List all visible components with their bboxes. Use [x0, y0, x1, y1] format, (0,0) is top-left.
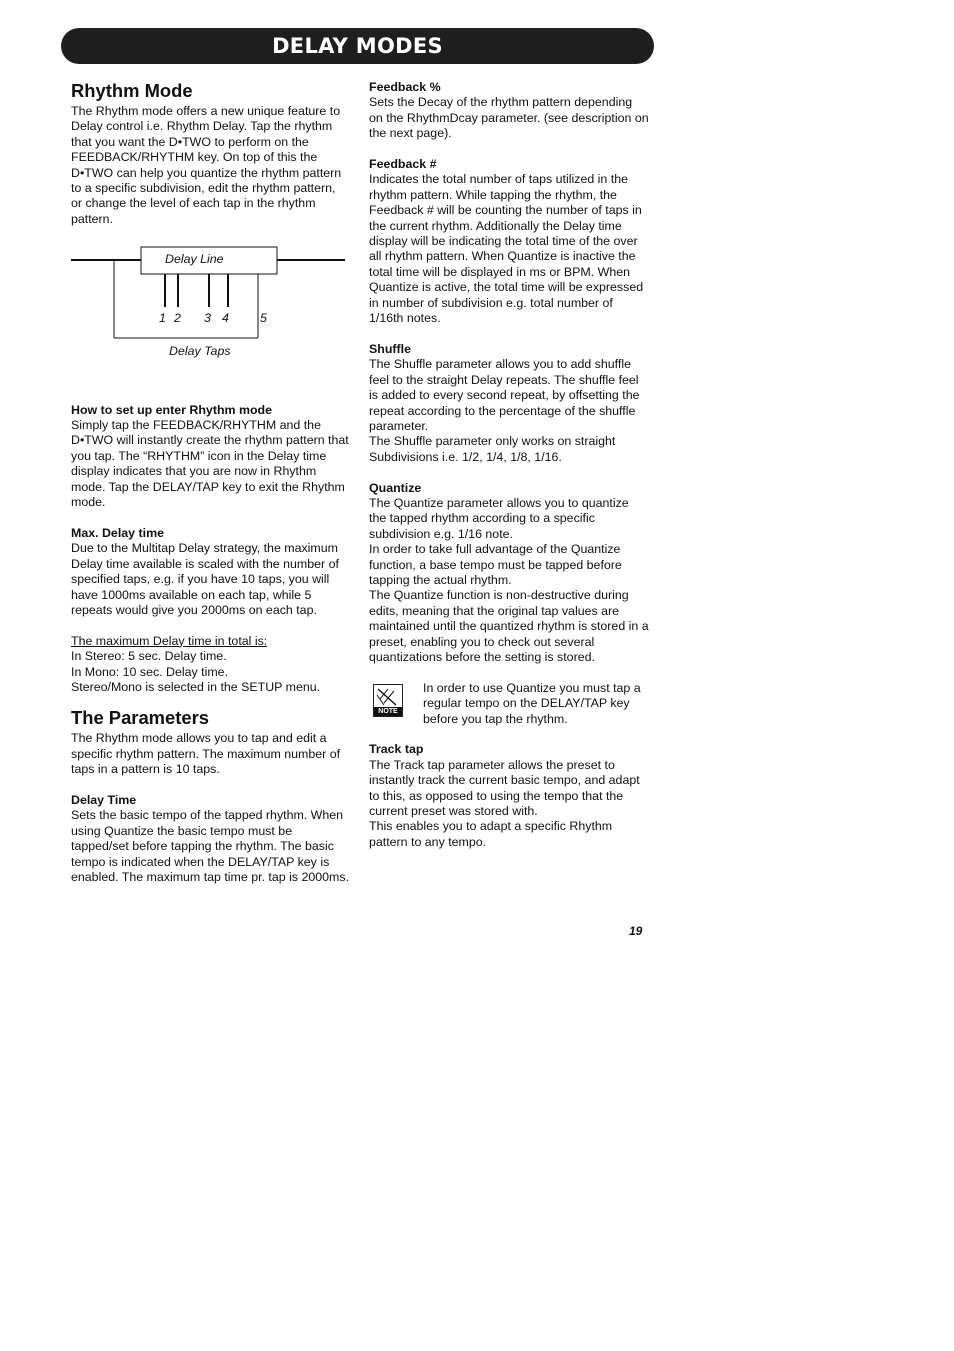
feedback-percent-text: Sets the Decay of the rhythm pattern depending on the RhythmDcay parameter. (see description on the next page). — [369, 95, 649, 141]
header-banner — [61, 28, 654, 64]
rhythm-mode-intro: The Rhythm mode offers a new unique feature to Delay control i.e. Rhythm Delay. Tap the rhythm that you want the D•TWO to perform on the FEEDBACK/RHYTHM key. On top of this the D•TWO can help you quantize the rhythm pattern to a specific subdivision, edit the rhythm pattern, or change the level of each tap in the rhythm pattern. — [71, 104, 342, 226]
spacer — [71, 618, 349, 633]
pencil-icon — [374, 685, 402, 709]
track-tap-heading: Track tap — [369, 742, 424, 757]
spacer — [71, 778, 349, 793]
delay-line-label: Delay Line — [165, 252, 224, 267]
spacer — [71, 387, 349, 402]
right-column — [369, 80, 649, 850]
feedback-number-heading: Feedback # — [369, 157, 437, 172]
spacer — [71, 510, 349, 525]
setup-heading: How to set up enter Rhythm mode — [71, 402, 273, 417]
delay-time-heading: Delay Time — [71, 792, 137, 807]
parameters-heading: The Parameters — [71, 707, 210, 729]
spacer — [369, 665, 649, 680]
note-box — [369, 681, 649, 727]
shuffle-text-2: The Shuffle parameter only works on straight Subdivisions i.e. 1/2, 1/4, 1/8, 1/16. — [369, 434, 616, 464]
setup-menu-line: Stereo/Mono is selected in the SETUP menu. — [71, 679, 321, 694]
shuffle-heading: Shuffle — [369, 341, 411, 356]
setup-text: Simply tap the FEEDBACK/RHYTHM and the D•TWO will instantly create the rhythm pattern that you tap. The “RHYTHM” icon in the Delay time display indicates that you are now in Rhythm mode. Tap the DELAY/TAP key to exit the Rhythm mode. — [71, 418, 349, 510]
track-tap-text-2: This enables you to adapt a specific Rhythm pattern to any tempo. — [369, 819, 613, 849]
tap-number-1: 1 — [159, 311, 166, 326]
quantize-text-2: In order to take full advantage of the Quantize function, a base tempo must be tapped before tapping the actual rhythm. — [369, 542, 622, 587]
delay-taps-diagram — [71, 227, 349, 387]
spacer — [369, 326, 649, 341]
tap-number-4: 4 — [222, 311, 229, 326]
quantize-text-3: The Quantize function is non-destructive during edits, meaning that the original tap values are maintained until the quantized rhythm is stored in a preset, enabling you to check out several quantizations before the setting is stored. — [369, 588, 649, 664]
feedback-number-text: Indicates the total number of taps utilized in the rhythm pattern. While tapping the rhythm, the Feedback # will be counting the number of taps in the current rhythm. Additionally the Delay time display will be indicating the total time of the over all rhythm pattern. When Quantize is inactive the total time will be displayed in ms or BPM. When Quantize is active, the total time will be expressed in number of subdivision e.g. total number of 1/16th notes. — [369, 172, 644, 326]
note-label: NOTE — [374, 707, 402, 716]
shuffle-text-1: The Shuffle parameter allows you to add shuffle feel to the straight Delay repeats. The shuffle feel is added to every second repeat, by offsetting the repeat according to the percentage of the shuffle parameter. — [369, 357, 640, 433]
max-delay-heading: Max. Delay time — [71, 525, 164, 540]
rhythm-mode-heading: Rhythm Mode — [71, 80, 193, 101]
tap-number-2: 2 — [174, 311, 181, 326]
delay-diagram-lines — [71, 227, 349, 387]
spacer — [369, 142, 649, 157]
page-title: DELAY MODES — [272, 34, 443, 58]
mono-line: In Mono: 10 sec. Delay time. — [71, 664, 229, 679]
spacer — [369, 465, 649, 480]
page-number: 19 — [629, 924, 643, 938]
spacer — [71, 695, 349, 707]
tap-number-5: 5 — [260, 311, 267, 326]
feedback-percent-heading: Feedback % — [369, 80, 441, 94]
delay-time-text: Sets the basic tempo of the tapped rhythm. When using Quantize the basic tempo must be tapped/set before tapping the rhythm. The basic tempo is indicated when the DELAY/TAP key is enabled. The maximum tap time pr. tap is 2000ms. — [71, 808, 350, 884]
stereo-line: In Stereo: 5 sec. Delay time. — [71, 649, 227, 664]
tap-number-3: 3 — [204, 311, 211, 326]
quantize-heading: Quantize — [369, 480, 422, 495]
delay-taps-label: Delay Taps — [169, 344, 231, 359]
track-tap-text-1: The Track tap parameter allows the preset to instantly track the current basic tempo, and adapt to this, as opposed to using the tempo that the current preset was stored with. — [369, 757, 640, 819]
parameters-intro: The Rhythm mode allows you to tap and edit a specific rhythm pattern. The maximum number of taps in a pattern is 10 taps. — [71, 731, 341, 777]
spacer — [369, 727, 649, 742]
max-delay-text: Due to the Multitap Delay strategy, the maximum Delay time available is scaled with the number of specified taps, e.g. if you have 10 taps, you will have 1000ms available on each tap, while 5 repeats would give you 2000ms on each tap. — [71, 541, 339, 617]
max-total-label: The maximum Delay time in total is: — [71, 633, 268, 648]
note-icon — [373, 684, 403, 717]
left-column — [71, 80, 349, 885]
quantize-text-1: The Quantize parameter allows you to quantize the tapped rhythm according to a specific subdivision e.g. 1/16 note. — [369, 495, 629, 541]
note-text: In order to use Quantize you must tap a regular tempo on the DELAY/TAP key before you tap the rhythm. — [423, 680, 641, 726]
